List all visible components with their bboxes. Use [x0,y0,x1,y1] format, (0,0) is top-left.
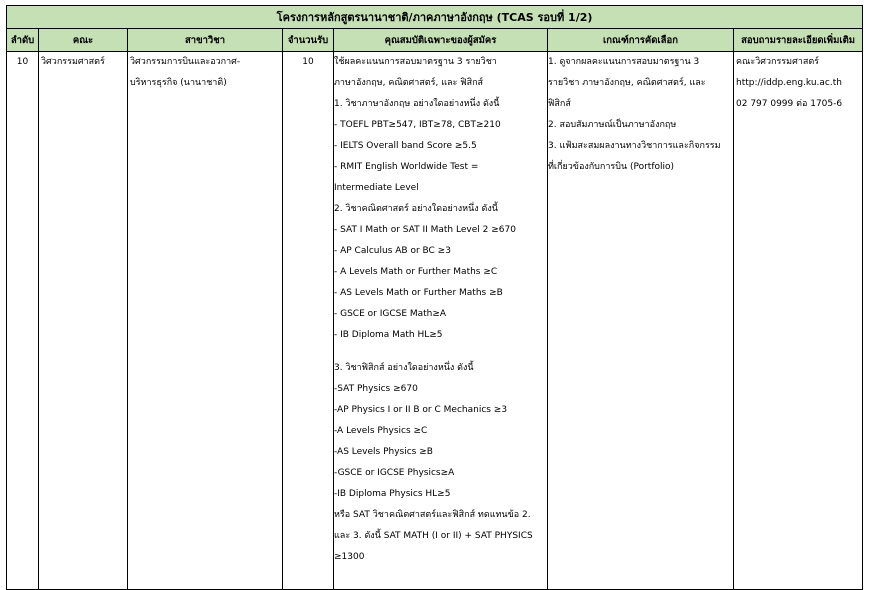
header-faculty: คณะ [39,29,128,52]
qualification-line: -AS Levels Physics ≥B [334,447,433,457]
qualification-line: -GSCE or IGCSE Physics≥A [334,468,455,478]
qualification-line: 1. วิชาภาษาอังกฤษ อย่างใดอย่างหนึ่ง ดังนี้ [334,99,500,109]
major-line: วิศวกรรมการบินและอวกาศ- [130,57,241,67]
qualification-line: -IB Diploma Physics HL≥5 [334,489,451,499]
qualification-line: -SAT Physics ≥670 [334,384,418,394]
qualification-line: -A Levels Physics ≥C [334,426,428,436]
qualification-line: -AP Physics I or II B or C Mechanics ≥3 [334,405,508,415]
qualification-line: ใช้ผลคะแนนการสอบมาตรฐาน 3 รายวิชา [334,57,497,67]
contact-faculty: คณะวิศวกรรมศาสตร์ [736,57,820,67]
qualification-line: - TOEFL PBT≥547, IBT≥78, CBT≥210 [334,120,501,130]
qualification-line: ภาษาอังกฤษ, คณิตศาสตร์, และ ฟิสิกส์ [334,78,484,88]
row-qualifications [334,52,548,590]
contact-website-link[interactable]: http://iddp.eng.ku.ac.th [736,78,842,88]
qualification-line: - IELTS Overall band Score ≥5.5 [334,141,477,151]
header-major: สาขาวิชา [128,29,283,52]
header-contact: สอบถามรายละเอียดเพิ่มเติม [734,29,863,52]
criteria-line: 2. สอบสัมภาษณ์เป็นภาษาอังกฤษ [548,120,677,130]
row-criteria [548,52,734,590]
header-qualifications: คุณสมบัติเฉพาะของผู้สมัคร [334,29,548,52]
qualification-line: - AS Levels Math or Further Maths ≥B [334,288,503,298]
qualification-line: - IB Diploma Math HL≥5 [334,330,443,340]
qualification-line: หรือ SAT วิชาคณิตศาสตร์และฟิสิกส์ ทดแทนข้อ 2. [334,510,531,520]
contact-phone: 02 797 0999 ต่อ 1705-6 [736,99,843,109]
qualification-line: - RMIT English Worldwide Test = [334,162,479,172]
criteria-line: 1. ดูจากผลคะแนนการสอบมาตรฐาน 3 [548,57,700,67]
criteria-line: ที่เกี่ยวข้องกับการบิน (Portfolio) [548,162,675,172]
major-line: บริหารธุรกิจ (นานาชาติ) [130,78,227,88]
qualification-line: และ 3. ดังนี้ SAT MATH (I or II) + SAT PHYSICS [334,531,533,541]
table-title: โครงการหลักสูตรนานาชาติ/ภาคภาษาอังกฤษ (TCAS รอบที่ 1/2) [7,6,863,29]
row-contact [734,52,863,590]
qualification-line: - AP Calculus AB or BC ≥3 [334,246,451,256]
table-row [7,52,863,590]
row-faculty: วิศวกรรมศาสตร์ [39,52,128,590]
qualification-line: 2. วิชาคณิตศาสตร์ อย่างใดอย่างหนึ่ง ดังนี้ [334,204,498,214]
qualification-line: - SAT I Math or SAT II Math Level 2 ≥670 [334,225,516,235]
admission-table-container [6,5,863,590]
qualification-line: - GSCE or IGCSE Math≥A [334,309,447,319]
row-quota: 10 [283,52,334,590]
qualification-line: ≥1300 [334,552,365,562]
criteria-line: ฟิสิกส์ [548,99,571,109]
qualification-line: 3. วิชาฟิสิกส์ อย่างใดอย่างหนึ่ง ดังนี้ [334,363,474,373]
criteria-line: 3. แฟ้มสะสมผลงานทางวิชาการและกิจกรรม [548,141,721,151]
qualification-line: Intermediate Level [334,183,419,193]
header-quota: จำนวนรับ [283,29,334,52]
qualification-line: - A Levels Math or Further Maths ≥C [334,267,498,277]
spacer [334,346,547,358]
criteria-line: รายวิชา ภาษาอังกฤษ, คณิตศาสตร์, และ [548,78,706,88]
row-major [128,52,283,590]
header-criteria: เกณฑ์การคัดเลือก [548,29,734,52]
header-no: ลำดับ [7,29,39,52]
admission-table [6,5,863,590]
row-number: 10 [7,52,39,590]
